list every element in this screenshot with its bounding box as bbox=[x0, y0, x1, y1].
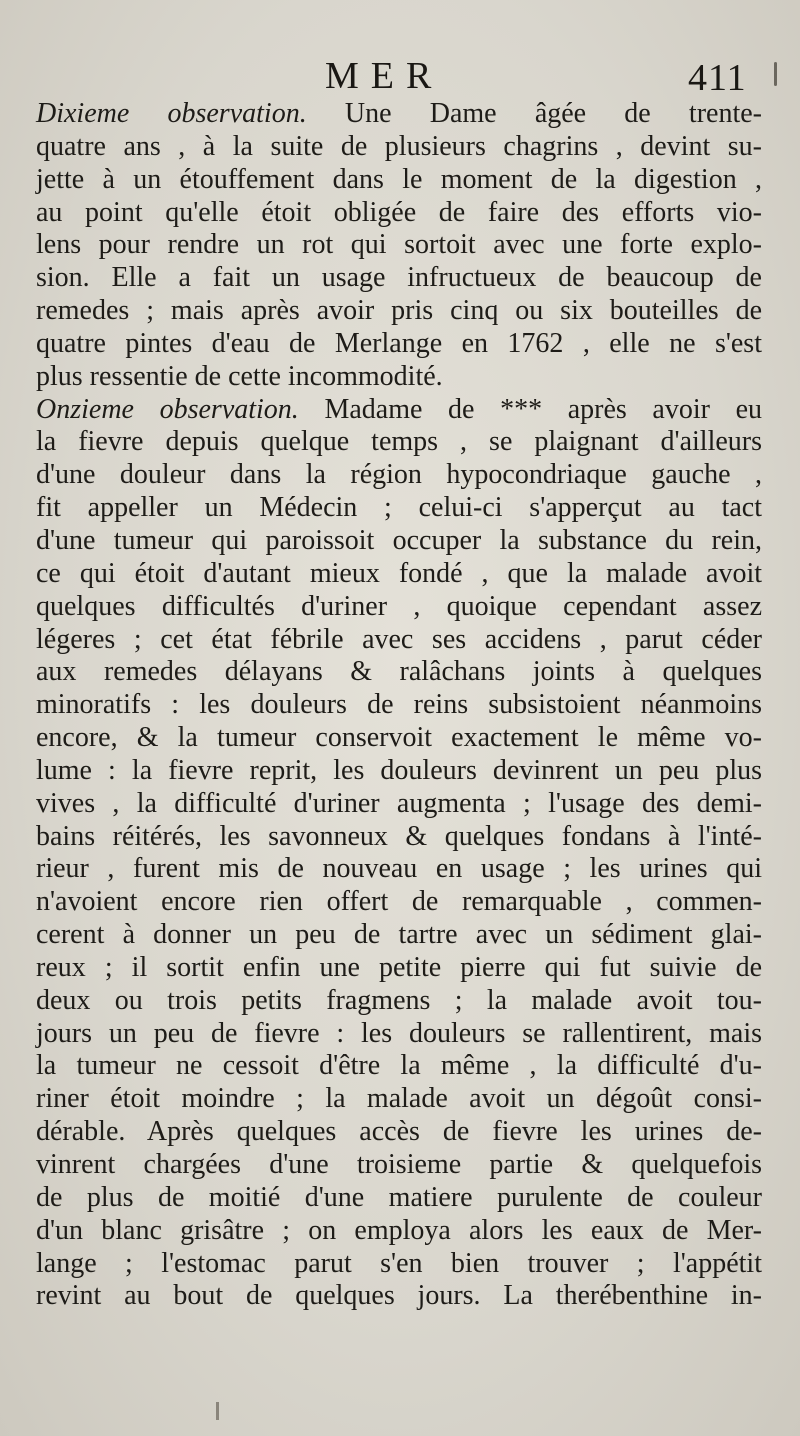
text-line: n'avoient encore rien offert de remarquable , commen- bbox=[36, 886, 762, 918]
line-text: Une Dame âgée de trente- bbox=[344, 98, 762, 129]
text-line: bains réitérés, les savonneux & quelques fondans à l'inté- bbox=[36, 820, 762, 852]
text-line bbox=[36, 98, 762, 131]
text-line: jours un peu de fievre : les douleurs se rallentirent, mais bbox=[36, 1017, 762, 1049]
text-line: quatre pintes d'eau de Merlange en 1762 , elle ne s'est bbox=[36, 327, 762, 359]
text-line: ce qui étoit d'autant mieux fondé , que la malade avoit bbox=[36, 557, 762, 589]
text-line: fit appeller un Médecin ; celui-ci s'apperçut au tact bbox=[36, 492, 762, 524]
text-line: la tumeur ne cessoit d'être la même , la difficulté d'u- bbox=[36, 1050, 762, 1082]
text-line: d'une tumeur qui paroissoit occuper la substance du rein, bbox=[36, 524, 762, 556]
text-line: reux ; il sortit enfin une petite pierre qui fut suivie de bbox=[36, 951, 762, 983]
text-line: vives , la difficulté d'uriner augmenta ; l'usage des demi- bbox=[36, 787, 762, 819]
text-line: quatre ans , à la suite de plusieurs chagrins , devint su- bbox=[36, 130, 762, 162]
text-line: sion. Elle a fait un usage infructueux de beaucoup de bbox=[36, 262, 762, 294]
text-line: revint au bout de quelques jours. La therébenthine in- bbox=[36, 1280, 762, 1312]
text-line: remedes ; mais après avoir pris cinq ou six bouteilles de bbox=[36, 295, 762, 327]
observation-heading: Dixieme observation. bbox=[36, 98, 307, 129]
text-line: légeres ; cet état fébrile avec ses accidens , parut céder bbox=[36, 623, 762, 655]
observation-heading: Onzieme observation. bbox=[36, 393, 299, 425]
text-line: d'une douleur dans la région hypocondriaque gauche , bbox=[36, 459, 762, 491]
running-title: MER bbox=[325, 55, 444, 97]
text-line: au point qu'elle étoit obligée de faire des efforts vio- bbox=[36, 196, 762, 228]
text-line bbox=[36, 394, 762, 427]
text-line: riner étoit moindre ; la malade avoit un dégoût consi- bbox=[36, 1083, 762, 1115]
text-line: quelques difficultés d'uriner , quoique cependant assez bbox=[36, 590, 762, 622]
text-line: dérable. Après quelques accès de fievre les urines de- bbox=[36, 1116, 762, 1148]
text-line: lume : la fievre reprit, les douleurs devinrent un peu plus bbox=[36, 754, 762, 786]
text-line: jette à un étouffement dans le moment de la digestion , bbox=[36, 163, 762, 195]
text-line: plus ressentie de cette incommodité. bbox=[36, 360, 443, 392]
text-line: rieur , furent mis de nouveau en usage ; les urines qui bbox=[36, 853, 762, 885]
body-text bbox=[36, 98, 762, 1313]
text-line: encore, & la tumeur conservoit exactement le même vo- bbox=[36, 722, 762, 754]
page-number: 411 bbox=[688, 57, 747, 99]
text-line: la fievre depuis quelque temps , se plaignant d'ailleurs bbox=[36, 426, 762, 458]
running-head bbox=[0, 54, 800, 104]
text-line: lange ; l'estomac parut s'en bien trouver ; l'appétit bbox=[36, 1247, 762, 1279]
text-line: cerent à donner un peu de tartre avec un sédiment glai- bbox=[36, 919, 762, 951]
text-line: vinrent chargées d'une troisieme partie & quelquefois bbox=[36, 1149, 762, 1180]
text-line: deux ou trois petits fragmens ; la malade avoit tou- bbox=[36, 984, 762, 1016]
margin-mark bbox=[774, 62, 777, 86]
line-text: Madame de *** après avoir eu bbox=[324, 393, 763, 425]
margin-mark bbox=[216, 1402, 219, 1420]
text-line: minoratifs : les douleurs de reins subsistoient néanmoins bbox=[36, 689, 762, 721]
text-line: lens pour rendre un rot qui sortoit avec une forte explo- bbox=[36, 229, 762, 261]
text-line: de plus de moitié d'une matiere purulente de couleur bbox=[36, 1181, 762, 1213]
text-line: aux remedes délayans & ralâchans joints à quelques bbox=[36, 656, 762, 688]
text-line: d'un blanc grisâtre ; on employa alors les eaux de Mer- bbox=[36, 1214, 762, 1246]
